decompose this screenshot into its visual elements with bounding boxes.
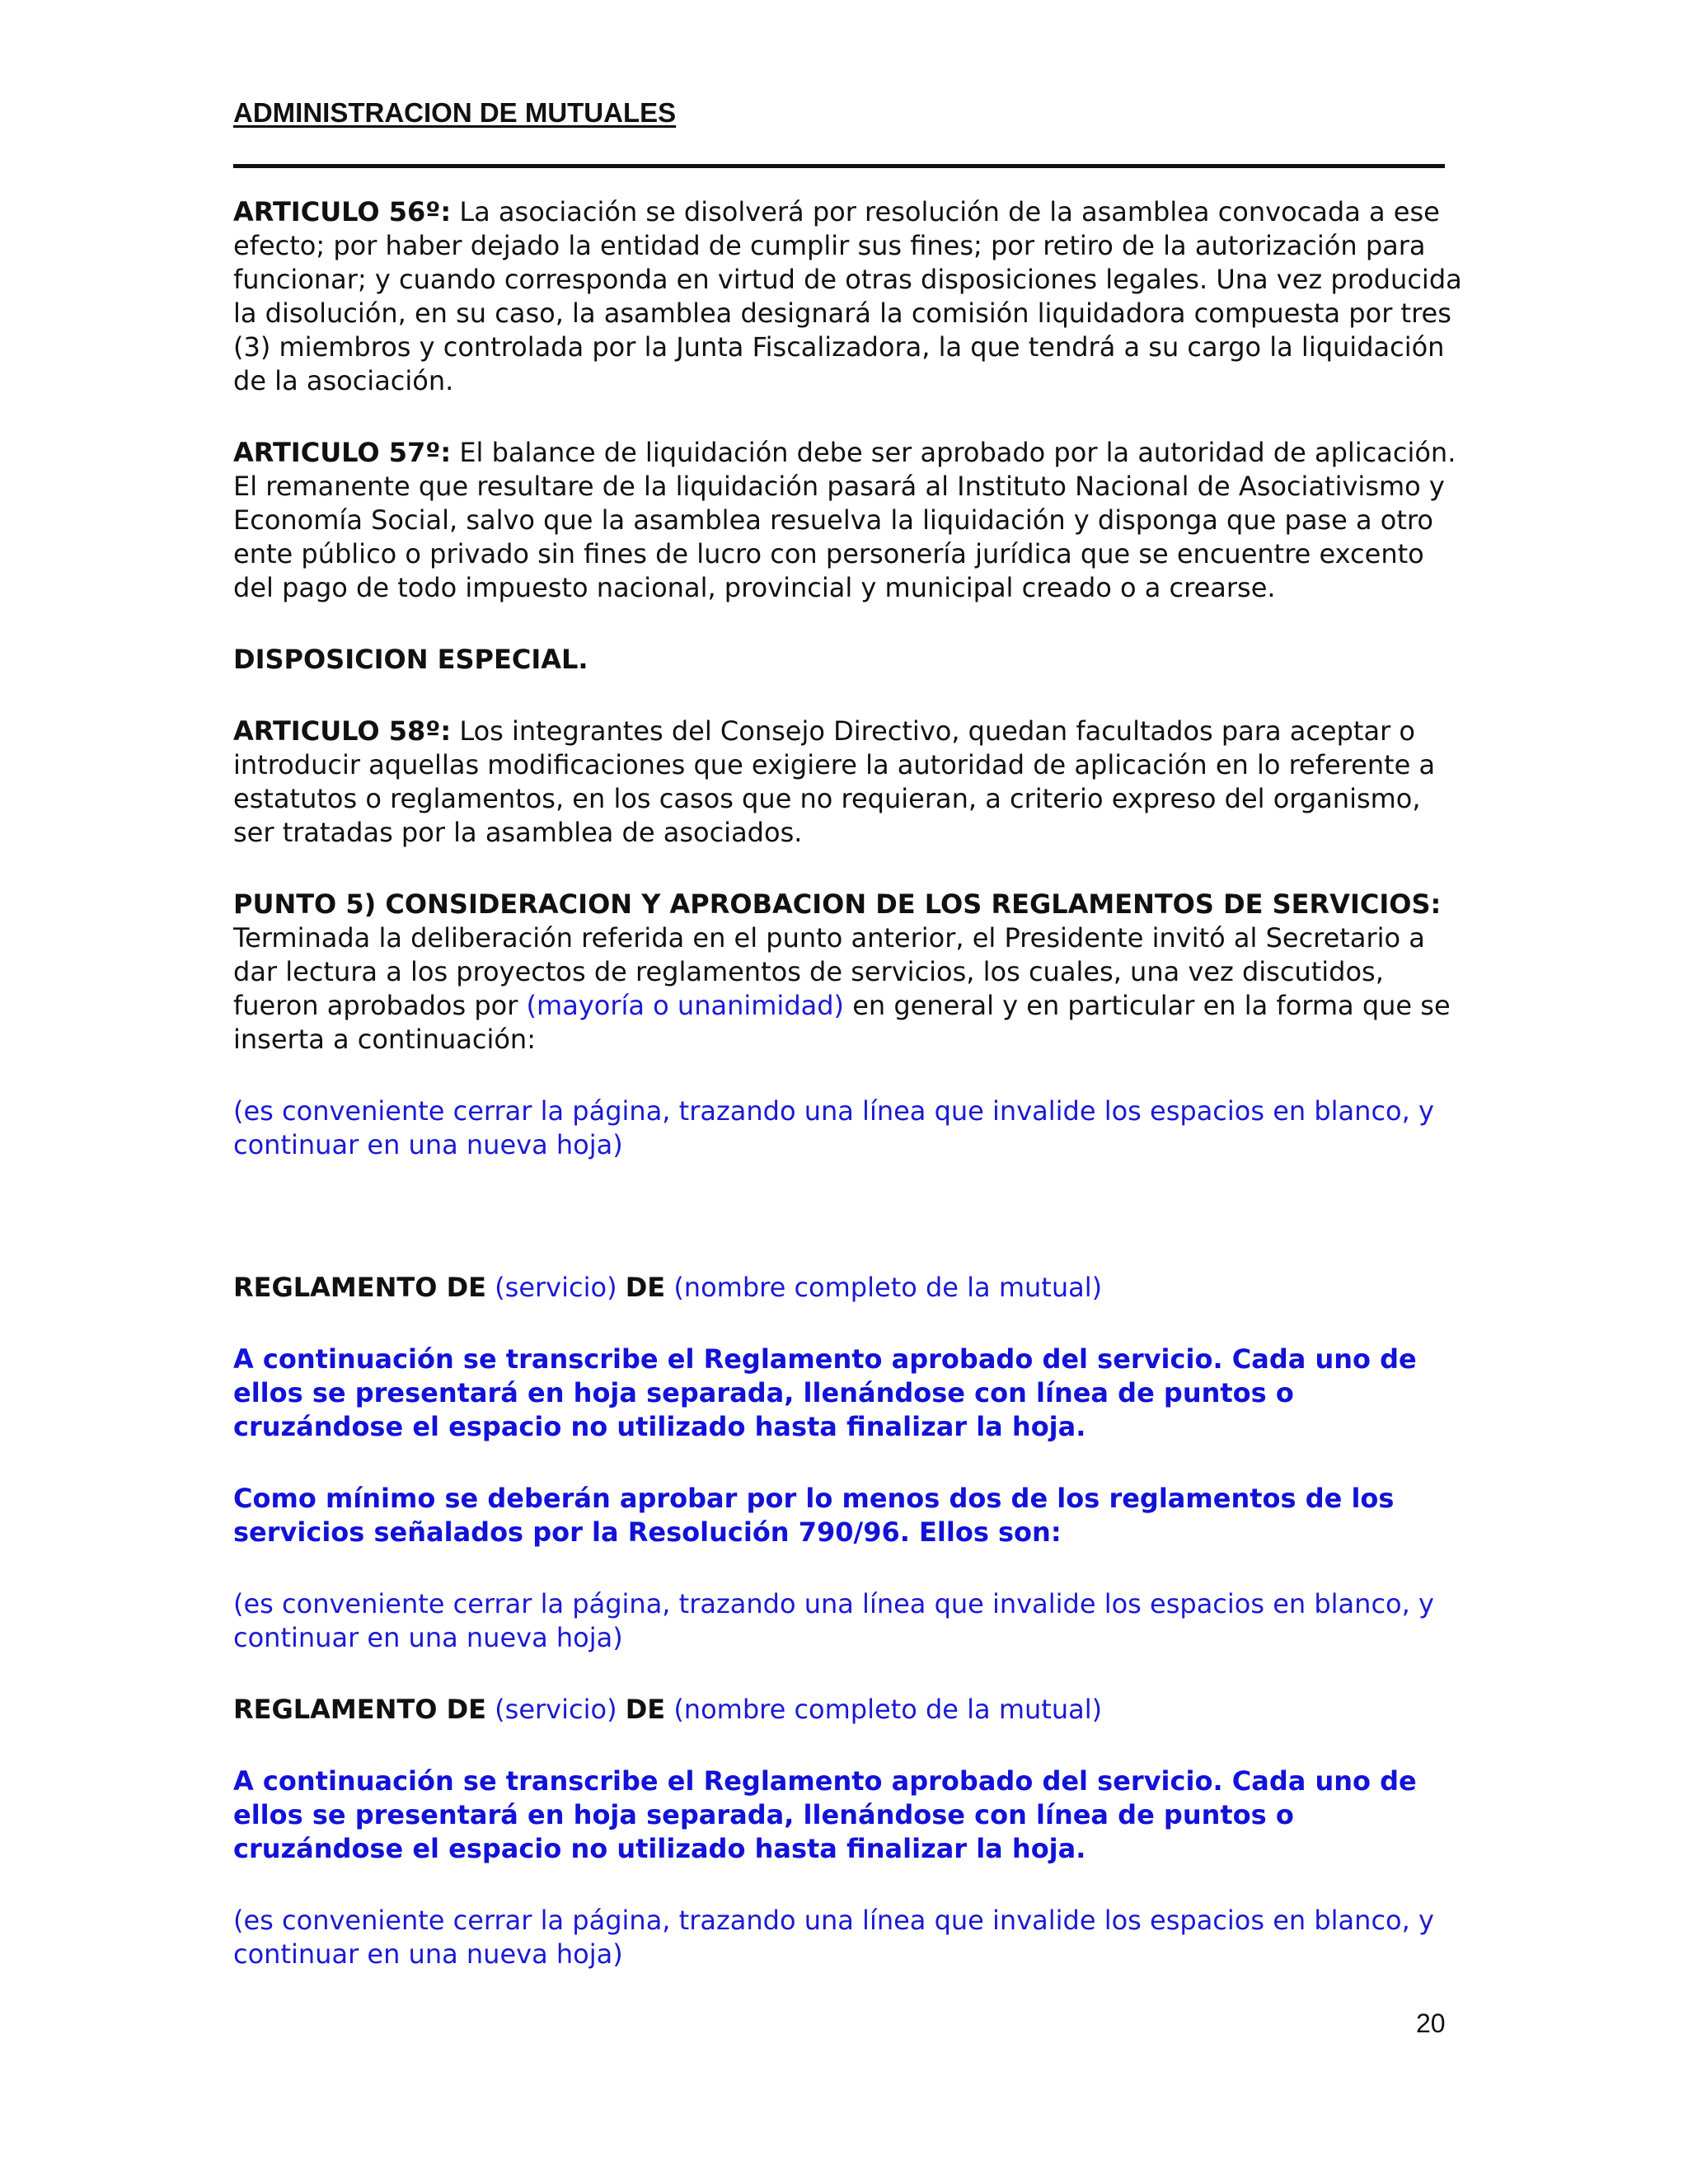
reglamento-mutual: (nombre completo de la mutual)	[673, 1694, 1103, 1725]
reglamento-prefix: REGLAMENTO DE	[233, 1694, 486, 1725]
note-close-page-3: (es conveniente cerrar la página, trazando una línea que invalide los espacios en blanco, y continuar en una nueva hoja)	[233, 1905, 1434, 1970]
header-rule	[233, 164, 1445, 168]
reglamento-servicio: (servicio)	[495, 1694, 617, 1725]
article-57-label: ARTICULO 57º:	[233, 437, 452, 468]
reglamento-servicio: (servicio)	[495, 1272, 617, 1303]
reglamento-prefix: REGLAMENTO DE	[233, 1272, 486, 1303]
article-57-text: El balance de liquidación debe ser aprobado por la autoridad de aplicación. El remanente que resultare de la liquidación pasará al Instituto Nacional de Asociativismo y Economía Social, salvo que la asamblea resuelva la liquidación y disponga que pase a otro ente público o privado sin fines de lucro con personería jurídica que se encuentre excento del pago de todo impuesto nacional, provincial y municipal creado o a crearse.	[233, 437, 1456, 603]
transcribe-note-1: A continuación se transcribe el Reglamento aprobado del servicio. Cada uno de ellos se presentará en hoja separada, llenándose con línea de puntos o cruzándose el espacio no utilizado hasta finalizar la hoja.	[233, 1343, 1417, 1442]
article-57	[233, 436, 1470, 605]
article-56	[233, 195, 1470, 398]
article-58	[233, 715, 1470, 850]
article-58-label: ARTICULO 58º:	[233, 715, 452, 747]
reglamento-heading-2	[233, 1693, 1470, 1727]
reglamento-de: DE	[625, 1694, 666, 1725]
section-heading-disposicion: DISPOSICION ESPECIAL.	[233, 644, 588, 675]
note-close-page-2: (es conveniente cerrar la página, trazando una línea que invalide los espacios en blanco, y continuar en una nueva hoja)	[233, 1588, 1434, 1653]
page-number: 20	[1416, 2008, 1446, 2038]
punto5-text-after: en general y en particular en la forma que se inserta a continuación:	[233, 990, 1451, 1055]
article-56-label: ARTICULO 56º:	[233, 196, 452, 227]
note-close-page-1: (es conveniente cerrar la página, trazando una línea que invalide los espacios en blanco, y continuar en una nueva hoja)	[233, 1095, 1434, 1160]
document-body	[233, 195, 1470, 2009]
minimo-note: Como mínimo se deberán aprobar por lo menos dos de los reglamentos de los servicios señalados por la Resolución 790/96. Ellos son:	[233, 1483, 1395, 1548]
reglamento-mutual: (nombre completo de la mutual)	[673, 1272, 1103, 1303]
punto5-text-before: Terminada la deliberación referida en el punto anterior, el Presidente invitó al Secretario a dar lectura a los proyectos de reglamentos de servicios, los cuales, una vez discutidos, fueron aprobados por	[233, 922, 1425, 1021]
article-58-text: Los integrantes del Consejo Directivo, quedan facultados para aceptar o introducir aquellas modificaciones que exigiere la autoridad de aplicación en lo referente a estatutos o reglamentos, en los casos que no requieran, a criterio expreso del organismo, ser tratadas por la asamblea de asociados.	[233, 715, 1436, 848]
page-header-title: ADMINISTRACION DE MUTUALES	[233, 97, 677, 128]
blank-space	[233, 1200, 1470, 1271]
transcribe-note-2: A continuación se transcribe el Reglamento aprobado del servicio. Cada uno de ellos se presentará en hoja separada, llenándose con línea de puntos o cruzándose el espacio no utilizado hasta finalizar la hoja.	[233, 1765, 1417, 1864]
section-heading-punto5: PUNTO 5) CONSIDERACION Y APROBACION DE LOS REGLAMENTOS DE SERVICIOS:	[233, 888, 1442, 920]
punto5-choice: (mayoría o unanimidad)	[526, 990, 845, 1021]
article-56-text: La asociación se disolverá por resolución de la asamblea convocada a ese efecto; por haber dejado la entidad de cumplir sus fines; por retiro de la autorización para funcionar; y cuando corresponda en virtud de otras disposiciones legales. Una vez producida la disolución, en su caso, la asamblea designará la comisión liquidadora compuesta por tres (3) miembros y controlada por la Junta Fiscalizadora, la que tendrá a su cargo la liquidación de la asociación.	[233, 196, 1462, 396]
reglamento-heading-1	[233, 1271, 1470, 1305]
reglamento-de: DE	[625, 1272, 666, 1303]
punto5-paragraph	[233, 921, 1470, 1057]
